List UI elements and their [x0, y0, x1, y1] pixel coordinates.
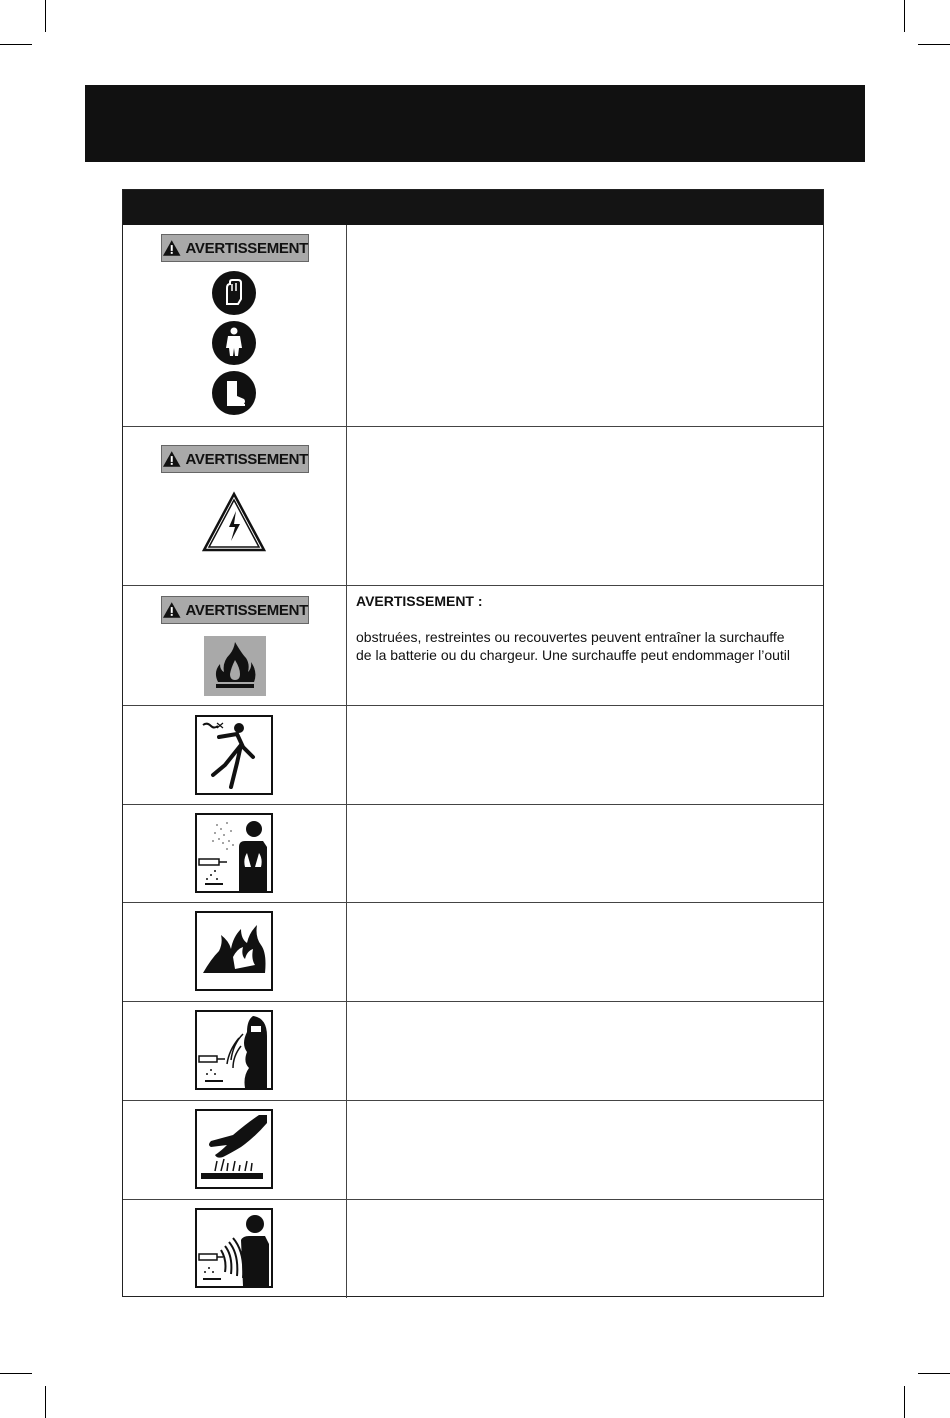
gloves-icon [212, 271, 256, 315]
electrocution-pictogram [195, 715, 273, 795]
header-banner [85, 85, 865, 162]
symbol-cell [123, 225, 347, 426]
safety-table [122, 189, 824, 1297]
warning-triangle-icon [162, 239, 181, 257]
fire-hazard-icon [204, 636, 266, 696]
warning-title: AVERTISSEMENT : [356, 593, 483, 609]
crop-mark [45, 1386, 46, 1418]
warning-triangle-icon [162, 450, 181, 468]
hot-surface-hand-pictogram [195, 1109, 273, 1189]
symbol-cell [123, 805, 347, 902]
electric-shock-hazard-icon [201, 491, 267, 553]
description-cell [347, 1101, 823, 1199]
symbol-cell [123, 903, 347, 1001]
flames-pictogram [195, 911, 273, 991]
body-text: de la batterie ou du chargeur. Une surchauffe peut endommager l’outil [356, 647, 791, 663]
warning-triangle-icon [162, 601, 181, 619]
description-cell [347, 706, 823, 804]
crop-mark [0, 1373, 32, 1374]
description-cell [347, 427, 823, 585]
warning-label-text: AVERTISSEMENT [185, 450, 308, 468]
symbol-cell [123, 427, 347, 585]
description-cell [347, 1200, 823, 1298]
symbol-cell [123, 1200, 347, 1298]
table-row [123, 804, 823, 902]
table-row [123, 225, 823, 426]
arc-radiation-pictogram [195, 1208, 273, 1288]
table-row [123, 902, 823, 1001]
crop-mark [918, 1373, 950, 1374]
symbol-cell [123, 1002, 347, 1100]
table-row [123, 1100, 823, 1199]
crop-mark [45, 0, 46, 32]
arc-rays-welding-helmet-pictogram [195, 1010, 273, 1090]
warning-label [161, 234, 309, 262]
warning-label-text: AVERTISSEMENT [185, 239, 308, 257]
warning-label [161, 445, 309, 473]
fumes-inhalation-pictogram [195, 813, 273, 893]
description-cell [347, 903, 823, 1001]
crop-mark [0, 44, 32, 45]
protective-clothing-icon [212, 321, 256, 365]
crop-mark [904, 0, 905, 32]
body-text: obstruées, restreintes ou recouvertes peuvent entraîner la surchauffe [356, 629, 785, 645]
symbol-cell [123, 1101, 347, 1199]
description-cell [347, 805, 823, 902]
warning-label [161, 596, 309, 624]
crop-mark [918, 44, 950, 45]
symbol-cell [123, 586, 347, 705]
table-header [123, 190, 823, 225]
table-row [123, 705, 823, 804]
table-row [123, 426, 823, 585]
symbol-cell [123, 706, 347, 804]
table-row [123, 1199, 823, 1298]
crop-mark [904, 1386, 905, 1418]
description-cell [347, 586, 823, 705]
description-cell [347, 225, 823, 426]
warning-label-text: AVERTISSEMENT [185, 601, 308, 619]
table-row [123, 1001, 823, 1100]
description-cell [347, 1002, 823, 1100]
safety-boots-icon [212, 371, 256, 415]
table-row [123, 585, 823, 705]
